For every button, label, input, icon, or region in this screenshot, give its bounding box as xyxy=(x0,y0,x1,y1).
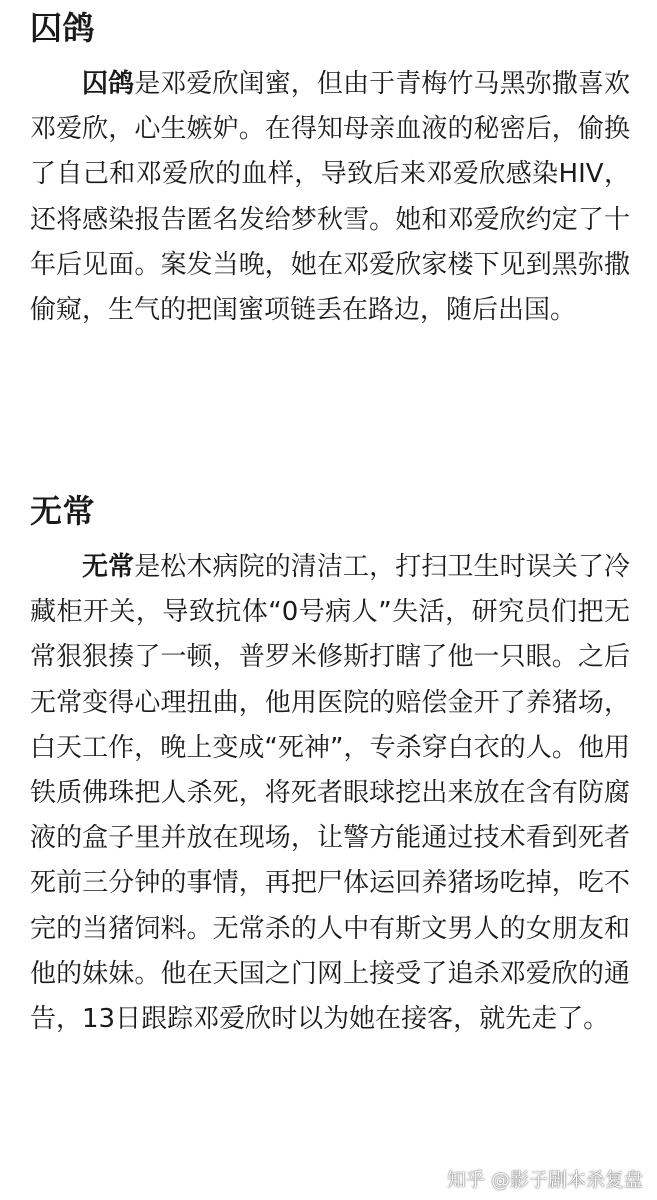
section-title: 囚鸽 xyxy=(30,9,96,47)
section-paragraph xyxy=(30,545,630,1042)
paragraph-lead: 无常 xyxy=(82,552,135,582)
paragraph-body: 是邓爱欣闺蜜，但由于青梅竹马黑弥撒喜欢邓爱欣，心生嫉妒。在得知母亲血液的秘密后，偷换了自己和邓爱欣的血样，导致后来邓爱欣感染HIV，还将感染报告匿名发给梦秋雪。她和邓爱欣约定了十年后见面。案发当晚，她在邓爱欣家楼下见到黑弥撒偷窥，生气的把闺蜜项链丢在路边，随后出国。 xyxy=(30,69,630,326)
section-paragraph xyxy=(30,62,630,333)
paragraph-lead: 囚鸽 xyxy=(82,69,135,99)
section-title: 无常 xyxy=(30,492,96,530)
watermark: 知乎 @影子剧本杀复盘 xyxy=(446,1169,643,1191)
paragraph-body: 是松木病院的清洁工，打扫卫生时误关了冷藏柜开关，导致抗体“0号病人”失活，研究员们把无常狠狠揍了一顿，普罗米修斯打瞎了他一只眼。之后无常变得心理扭曲，他用医院的赔偿金开了养猪场，白天工作，晚上变成“死神”，专杀穿白衣的人。他用铁质佛珠把人杀死，将死者眼球挖出来放在含有防腐液的盒子里并放在现场，让警方能通过技术看到死者死前三分钟的事情，再把尸体运回养猪场吃掉，吃不完的当猪饲料。无常杀的人中有斯文男人的女朋友和他的妹妹。他在天国之门网上接受了追杀邓爱欣的通告，13日跟踪邓爱欣时以为她在接客，就先走了。 xyxy=(30,552,630,1035)
